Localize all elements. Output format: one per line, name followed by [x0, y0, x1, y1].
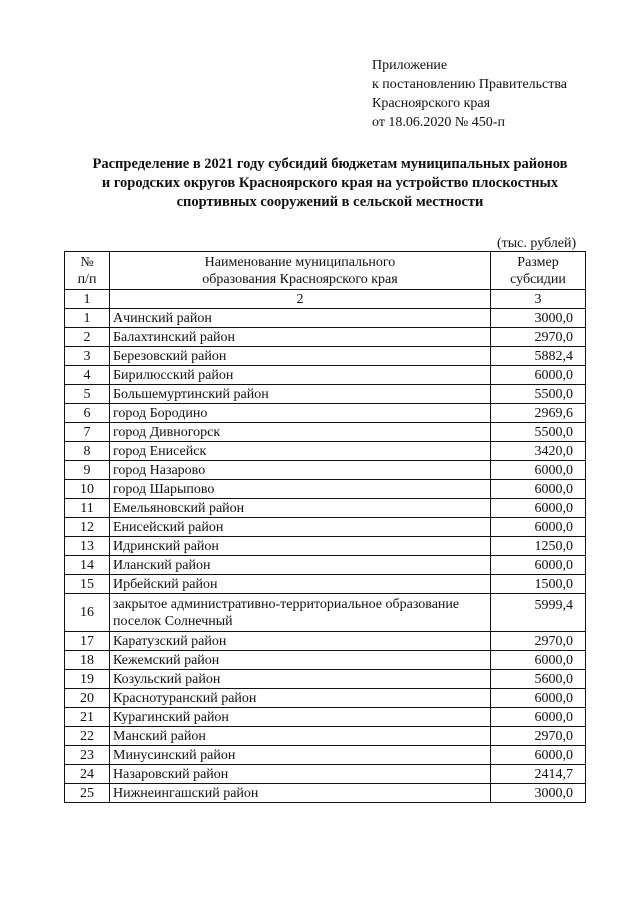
row-name: Ирбейский район [110, 575, 491, 594]
table-row [65, 708, 586, 727]
column-number-row [65, 290, 586, 309]
row-name: Емельяновский район [110, 499, 491, 518]
table-row [65, 784, 586, 803]
row-amount: 6000,0 [491, 556, 586, 575]
row-name: Кежемский район [110, 651, 491, 670]
title-line: спортивных сооружений в сельской местности [176, 194, 484, 210]
row-amount: 3000,0 [491, 309, 586, 328]
column-number: 2 [110, 290, 491, 309]
row-name: Минусинский район [110, 746, 491, 765]
row-amount: 2414,7 [491, 765, 586, 784]
column-number: 1 [65, 290, 110, 309]
row-amount: 6000,0 [491, 651, 586, 670]
row-number: 21 [65, 708, 110, 727]
table-row [65, 347, 586, 366]
row-amount: 3000,0 [491, 784, 586, 803]
table-row [65, 689, 586, 708]
row-amount: 3420,0 [491, 442, 586, 461]
table-row [65, 594, 586, 632]
row-number: 9 [65, 461, 110, 480]
header-name [110, 252, 491, 290]
row-number: 22 [65, 727, 110, 746]
row-name: Березовский район [110, 347, 491, 366]
row-name: Краснотуранский район [110, 689, 491, 708]
row-name: Енисейский район [110, 518, 491, 537]
table-row [65, 651, 586, 670]
row-number: 19 [65, 670, 110, 689]
table-row [65, 480, 586, 499]
header-num-line: п/п [77, 271, 97, 287]
row-name: город Назарово [110, 461, 491, 480]
appendix-line: Приложение [372, 58, 448, 73]
document-title [60, 155, 600, 212]
table-row [65, 746, 586, 765]
row-number: 17 [65, 632, 110, 651]
row-number: 20 [65, 689, 110, 708]
row-number: 18 [65, 651, 110, 670]
table-row [65, 670, 586, 689]
table-row [65, 518, 586, 537]
row-amount: 6000,0 [491, 689, 586, 708]
table-row [65, 632, 586, 651]
row-number: 2 [65, 328, 110, 347]
header-name-line: Наименование муниципального [204, 254, 396, 270]
column-number: 3 [491, 290, 586, 309]
table-row [65, 575, 586, 594]
header-amount-line: субсидии [510, 271, 566, 287]
table-row [65, 765, 586, 784]
row-name: Козульский район [110, 670, 491, 689]
row-number: 4 [65, 366, 110, 385]
subsidy-table [64, 251, 586, 803]
header-num [65, 252, 110, 290]
row-name: Балахтинский район [110, 328, 491, 347]
row-name: закрытое административно-территориальное образование поселок Солнечный [110, 594, 491, 632]
row-number: 12 [65, 518, 110, 537]
row-name: Ачинский район [110, 309, 491, 328]
row-amount: 2970,0 [491, 328, 586, 347]
row-name: Назаровский район [110, 765, 491, 784]
header-amount [491, 252, 586, 290]
row-amount: 6000,0 [491, 461, 586, 480]
row-amount: 5882,4 [491, 347, 586, 366]
row-amount: 6000,0 [491, 518, 586, 537]
table-row [65, 556, 586, 575]
row-amount: 1500,0 [491, 575, 586, 594]
table-row [65, 499, 586, 518]
row-amount: 5500,0 [491, 385, 586, 404]
title-line: и городских округов Красноярского края на устройство плоскостных [101, 175, 559, 191]
row-name: город Дивногорск [110, 423, 491, 442]
row-number: 11 [65, 499, 110, 518]
row-number: 25 [65, 784, 110, 803]
table-row [65, 404, 586, 423]
row-number: 13 [65, 537, 110, 556]
row-amount: 1250,0 [491, 537, 586, 556]
appendix-line: Красноярского края [372, 96, 491, 111]
row-name: Большемуртинский район [110, 385, 491, 404]
row-amount: 5999,4 [491, 594, 586, 632]
row-number: 14 [65, 556, 110, 575]
header-amount-line: Размер [517, 254, 559, 270]
appendix-line: от 18.06.2020 № 450-п [372, 115, 505, 130]
row-name: Нижнеингашский район [110, 784, 491, 803]
row-name: город Енисейск [110, 442, 491, 461]
row-amount: 6000,0 [491, 746, 586, 765]
row-number: 6 [65, 404, 110, 423]
table-row [65, 385, 586, 404]
row-amount: 6000,0 [491, 366, 586, 385]
appendix-block [372, 56, 612, 132]
row-amount: 6000,0 [491, 480, 586, 499]
row-number: 8 [65, 442, 110, 461]
table-row [65, 442, 586, 461]
row-number: 16 [65, 594, 110, 632]
row-name: город Бородино [110, 404, 491, 423]
header-num-line: № [80, 254, 94, 270]
table-header-row [65, 252, 586, 290]
row-amount: 6000,0 [491, 708, 586, 727]
row-number: 1 [65, 309, 110, 328]
row-amount: 2970,0 [491, 727, 586, 746]
row-amount: 5500,0 [491, 423, 586, 442]
row-number: 10 [65, 480, 110, 499]
row-name: Каратузский район [110, 632, 491, 651]
row-number: 15 [65, 575, 110, 594]
row-number: 7 [65, 423, 110, 442]
row-number: 23 [65, 746, 110, 765]
row-number: 5 [65, 385, 110, 404]
row-number: 3 [65, 347, 110, 366]
table-row [65, 366, 586, 385]
row-amount: 2969,6 [491, 404, 586, 423]
row-amount: 6000,0 [491, 499, 586, 518]
title-line: Распределение в 2021 году субсидий бюджетам муниципальных районов [92, 156, 568, 172]
table-row [65, 309, 586, 328]
row-number: 24 [65, 765, 110, 784]
row-amount: 2970,0 [491, 632, 586, 651]
row-name: Бирилюсский район [110, 366, 491, 385]
row-name: Иланский район [110, 556, 491, 575]
appendix-line: к постановлению Правительства [372, 77, 568, 92]
table-row [65, 537, 586, 556]
unit-label: (тыс. рублей) [497, 236, 577, 251]
row-name: город Шарыпово [110, 480, 491, 499]
table-row [65, 461, 586, 480]
row-name: Манский район [110, 727, 491, 746]
table-row [65, 423, 586, 442]
row-name: Идринский район [110, 537, 491, 556]
table-row [65, 328, 586, 347]
row-amount: 5600,0 [491, 670, 586, 689]
row-name: Курагинский район [110, 708, 491, 727]
table-row [65, 727, 586, 746]
header-name-line: образования Красноярского края [202, 271, 398, 287]
